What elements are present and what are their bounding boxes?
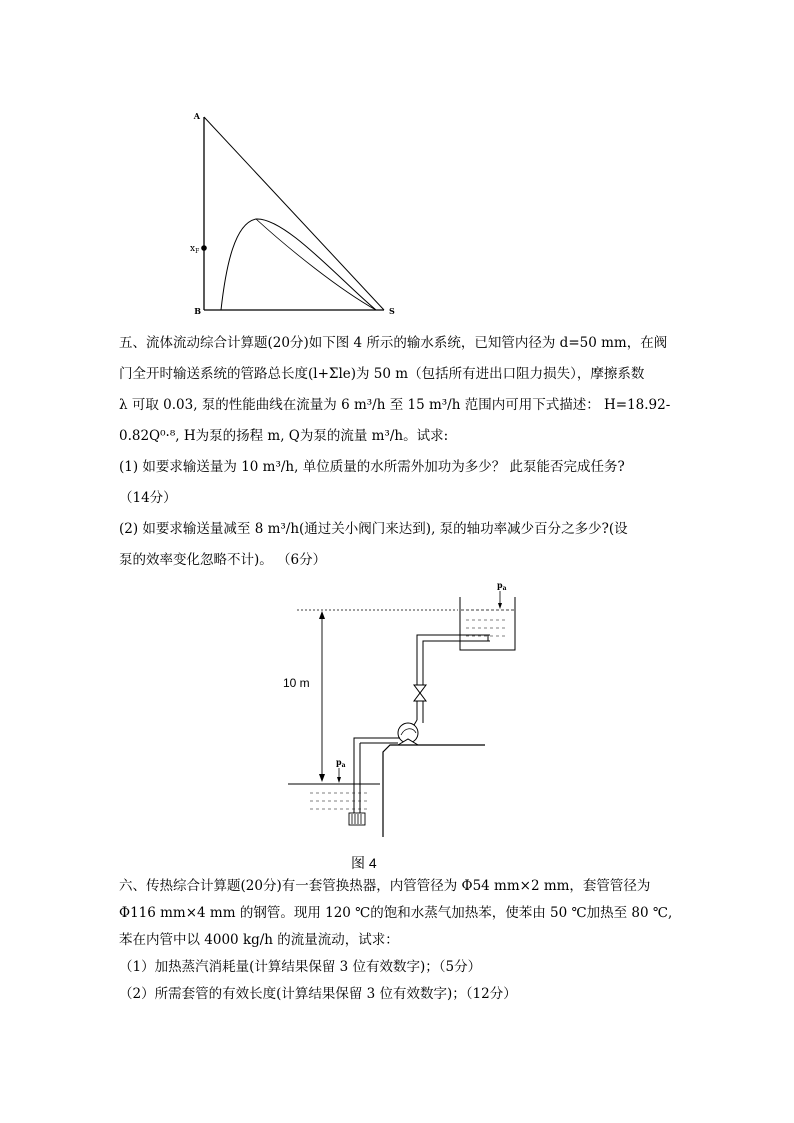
tie-curve <box>256 219 376 310</box>
q6-line-3: 苯在内管中以 4000 kg/h 的流量流动，试求： <box>119 932 399 948</box>
q5-line-4: 0.82Q⁰·⁸, H为泵的扬程 m, Q为泵的流量 m³/h。试求: <box>119 428 449 444</box>
q5-line-3: λ 可取 0.03, 泵的性能曲线在流量为 6 m³/h 至 15 m³/h 范围内可用下式描述： H=18.92- <box>119 397 671 413</box>
q6-sub-2: （2）所需套管的有效长度(计算结果保留 3 位有效数字)；（12分） <box>119 986 517 1002</box>
discharge-pipe <box>417 635 490 680</box>
q5-sub-2: (2) 如要求输送量减至 8 m³/h(通过关小阀门来达到), 泵的轴功率减少百分之多少?(设 <box>119 521 628 537</box>
edge-as <box>204 117 384 310</box>
valve <box>414 685 426 693</box>
label-xf: $x_F$ <box>190 244 200 255</box>
label-a: A <box>193 111 200 121</box>
xf-point <box>201 245 207 251</box>
q6-line-1: 六、传热综合计算题(20分)有一套管换热器，内管管径为 Φ54 mm×2 mm，套管管径为 <box>119 878 651 894</box>
q5-line-1: 五、流体流动综合计算题(20分)如下图 4 所示的输水系统，已知管内径为 d=50 mm，在阀 <box>119 335 668 351</box>
q5-line-2: 门全开时输送系统的管路总长度(l+Σle)为 50 m（包括所有进出口阻力损失），摩擦系数 <box>119 366 645 382</box>
suction-pipe <box>354 738 400 813</box>
q5-sub-1: (1) 如要求输送量为 10 m³/h, 单位质量的水所需外加功为多少？ 此泵能否完成任务? <box>119 459 625 475</box>
label-b: B <box>194 306 201 316</box>
upper-tank <box>460 597 515 650</box>
q5-sub-1-score: （14分） <box>119 490 177 506</box>
height-label: 10 m <box>283 676 310 690</box>
foot-strainer <box>349 813 365 825</box>
q6-sub-1: （1）加热蒸汽消耗量(计算结果保留 3 位有效数字)；（5分） <box>119 959 482 975</box>
label-s: S <box>389 306 395 316</box>
figure-4-caption: 图 4 <box>351 855 377 871</box>
binodal-curve <box>221 219 376 310</box>
pa-bottom-label: $p_a$ <box>336 757 346 769</box>
pa-top-label: $p_a$ <box>497 580 507 592</box>
ternary-diagram <box>190 105 405 320</box>
platform <box>383 745 485 837</box>
q6-line-2: Φ116 mm×4 mm 的钢管。现用 120 ℃的饱和水蒸气加热苯，使苯由 50 ℃加热至 80 ℃, <box>119 905 673 921</box>
figure-4-pump-system <box>280 575 507 840</box>
q5-sub-2-cont: 泵的效率变化忽略不计)。 （6分） <box>119 552 327 568</box>
